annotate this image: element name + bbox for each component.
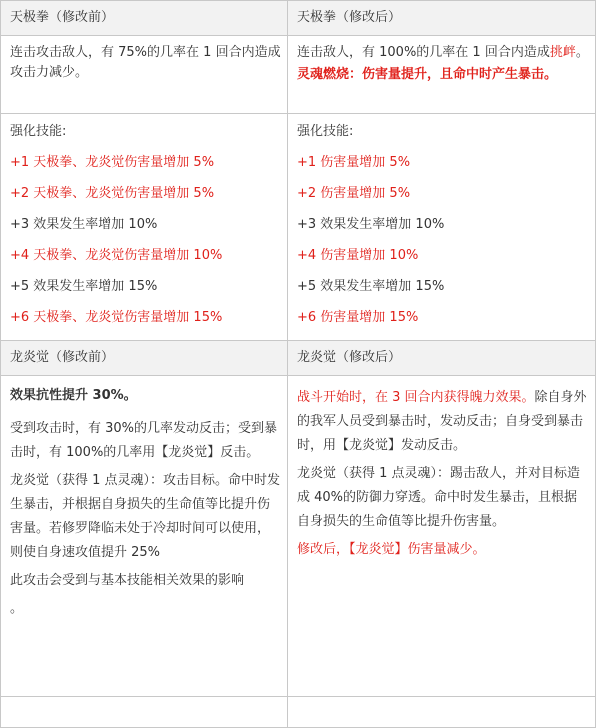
- header-row-tianjiquan: [1, 1, 596, 36]
- battle-start-red: 战斗开始时，在 3 回合内获得魄力效果。: [297, 390, 535, 405]
- header-after: 龙炎觉（修改后）: [288, 341, 596, 376]
- enhance-item: +3 效果发生率增加 10%: [10, 217, 158, 232]
- header-after: 天极拳（修改后）: [288, 1, 596, 36]
- desc-before-text: 连击攻击敌人，有 75%的几率在 1 回合内造成攻击力减少。: [10, 45, 281, 80]
- enhance-after: [288, 114, 596, 341]
- empty-cell: [1, 697, 288, 728]
- desc-after-text: [297, 43, 589, 63]
- header-row-longyanjue: [1, 341, 596, 376]
- header-before: 龙炎觉（修改前）: [1, 341, 288, 376]
- longyan-before: [1, 376, 288, 697]
- skill-after-text: 龙炎觉（获得 1 点灵魂）：踢击敌人，并对目标造成 40%的防御力穿透。命中时发生暴击，且根据自身损失的生命值等比提升伤害量。: [297, 466, 581, 529]
- soul-burn-text: 灵魂燃烧：伤害量提升，且命中时产生暴击。: [297, 67, 558, 82]
- counter-after-text: 除自身外的我军人员受到暴击时，发动反击；自身受到暴击时，用【龙炎觉】发动反击。: [297, 390, 587, 453]
- empty-row: [1, 697, 596, 728]
- desc-after-line: 连击敌人，有 100%的几率在 1 回合内造成: [297, 45, 550, 60]
- skill-text: 龙炎觉（获得 1 点灵魂）：攻击目标。命中时发生暴击，并根据自身损失的生命值等比提升伤害量。若修罗降临未处于冷却时间可以使用，则使自身速攻值提升 25%: [10, 473, 281, 560]
- desc-after: [288, 36, 596, 114]
- desc-before: [1, 36, 288, 114]
- longyan-after: [288, 376, 596, 697]
- battle-start-text: [297, 386, 589, 458]
- enhance-item: +2 天极拳、龙炎觉伤害量增加 5%: [10, 186, 215, 201]
- enhance-before-list: [10, 153, 281, 328]
- enhance-item: +4 伤害量增加 10%: [297, 248, 419, 263]
- enhance-title: 强化技能:: [297, 124, 354, 139]
- desc-after-end: 。: [575, 45, 589, 60]
- enhance-item: +4 天极拳、龙炎觉伤害量增加 10%: [10, 248, 223, 263]
- after-change-note: 修改后，【龙炎觉】伤害量减少。: [297, 542, 486, 557]
- desc-row-longyanjue: [1, 376, 596, 697]
- enhance-item: +3 效果发生率增加 10%: [297, 217, 445, 232]
- note-text: 此攻击会受到与基本技能相关效果的影响: [10, 573, 245, 588]
- enhance-title: 强化技能:: [10, 124, 67, 139]
- period-text: 。: [10, 601, 24, 616]
- enhance-item: +6 伤害量增加 15%: [297, 310, 419, 325]
- desc-row-tianjiquan: [1, 36, 596, 114]
- enhance-item: +5 效果发生率增加 15%: [10, 279, 158, 294]
- taunt-keyword: 挑衅: [549, 45, 576, 60]
- enhance-after-list: [297, 153, 589, 328]
- enhance-item: +5 效果发生率增加 15%: [297, 279, 445, 294]
- enhance-item: +1 伤害量增加 5%: [297, 155, 411, 170]
- enhance-before: [1, 114, 288, 341]
- header-before: 天极拳（修改前）: [1, 1, 288, 36]
- enhance-item: +2 伤害量增加 5%: [297, 186, 411, 201]
- effect-resist-text: 效果抗性提升 30%。: [10, 388, 137, 403]
- enhance-item: +1 天极拳、龙炎觉伤害量增加 5%: [10, 155, 215, 170]
- counter-text: 受到攻击时，有 30%的几率发动反击；受到暴击时，有 100%的几率用【龙炎觉】反击。: [10, 421, 278, 460]
- enhance-row: [1, 114, 596, 341]
- empty-cell: [288, 697, 596, 728]
- enhance-item: +6 天极拳、龙炎觉伤害量增加 15%: [10, 310, 223, 325]
